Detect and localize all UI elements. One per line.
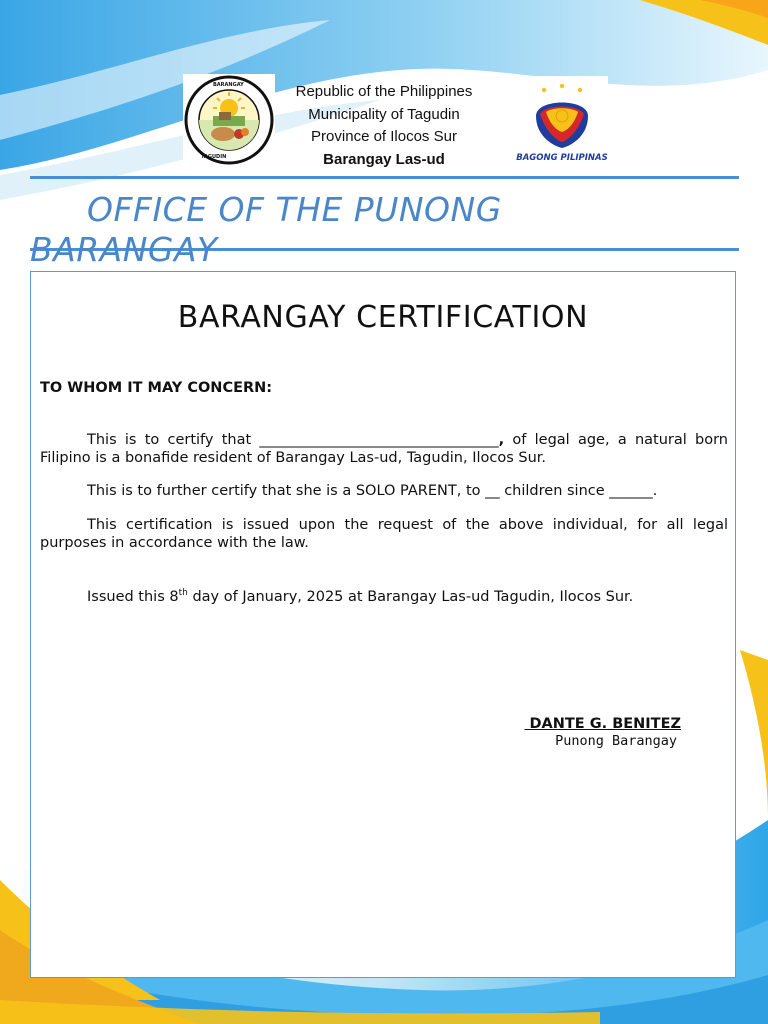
paragraph-purpose: This certification is issued upon the request of the above individual, for all legal purposes in accordance with the law.: [40, 517, 728, 551]
salutation: TO WHOM IT MAY CONCERN:: [40, 380, 273, 396]
bagong-pilipinas-caption: BAGONG PILIPINAS: [516, 153, 608, 163]
issued-text-before: Issued this 8: [87, 588, 179, 605]
p1-text-before: This is to certify that: [87, 432, 260, 448]
svg-text:BARANGAY: BARANGAY: [213, 82, 244, 88]
bagong-pilipinas-logo: [516, 76, 608, 168]
signature-block: [524, 716, 681, 749]
office-title: OFFICE OF THE PUNONG BARANGAY: [30, 190, 502, 269]
issued-text-after: day of January, 2025 at Barangay Las-ud Tagudin, Ilocos Sur.: [187, 588, 634, 605]
paragraph-certify-resident: [40, 432, 728, 467]
certificate-title: BARANGAY CERTIFICATION: [177, 300, 589, 335]
ordinal-suffix: th: [178, 588, 188, 598]
name-blank: _________________________________: [259, 432, 499, 448]
header-rule-top: [30, 176, 739, 179]
p1-text-after: of legal age, a natural born Filipino is a bonafide resident of Barangay Las-ud, Tagudin, Ilocos Sur.: [40, 432, 728, 466]
header-province: Province of Ilocos Sur: [311, 128, 457, 145]
svg-text:TAGUDIN: TAGUDIN: [201, 154, 227, 160]
letterhead: [270, 81, 498, 171]
paragraph-solo-parent: This is to further certify that she is a SOLO PARENT, to __ children since ______.: [87, 483, 658, 499]
paragraph-issued-date: [40, 585, 728, 606]
p1-comma: ,: [498, 432, 505, 448]
bagong-pilipinas-icon: [516, 76, 608, 168]
barangay-seal-icon: [183, 74, 275, 166]
certificate-box: [30, 271, 736, 978]
barangay-seal-logo: [183, 74, 275, 166]
header-country: Republic of the Philippines: [295, 83, 473, 100]
header-municipality: Municipality of Tagudin: [308, 105, 460, 123]
office-title-area: [30, 186, 739, 269]
header-barangay: Barangay Las-ud: [323, 150, 445, 168]
signatory-title: Punong Barangay: [555, 733, 677, 749]
signatory-name: DANTE G. BENITEZ: [524, 716, 681, 732]
